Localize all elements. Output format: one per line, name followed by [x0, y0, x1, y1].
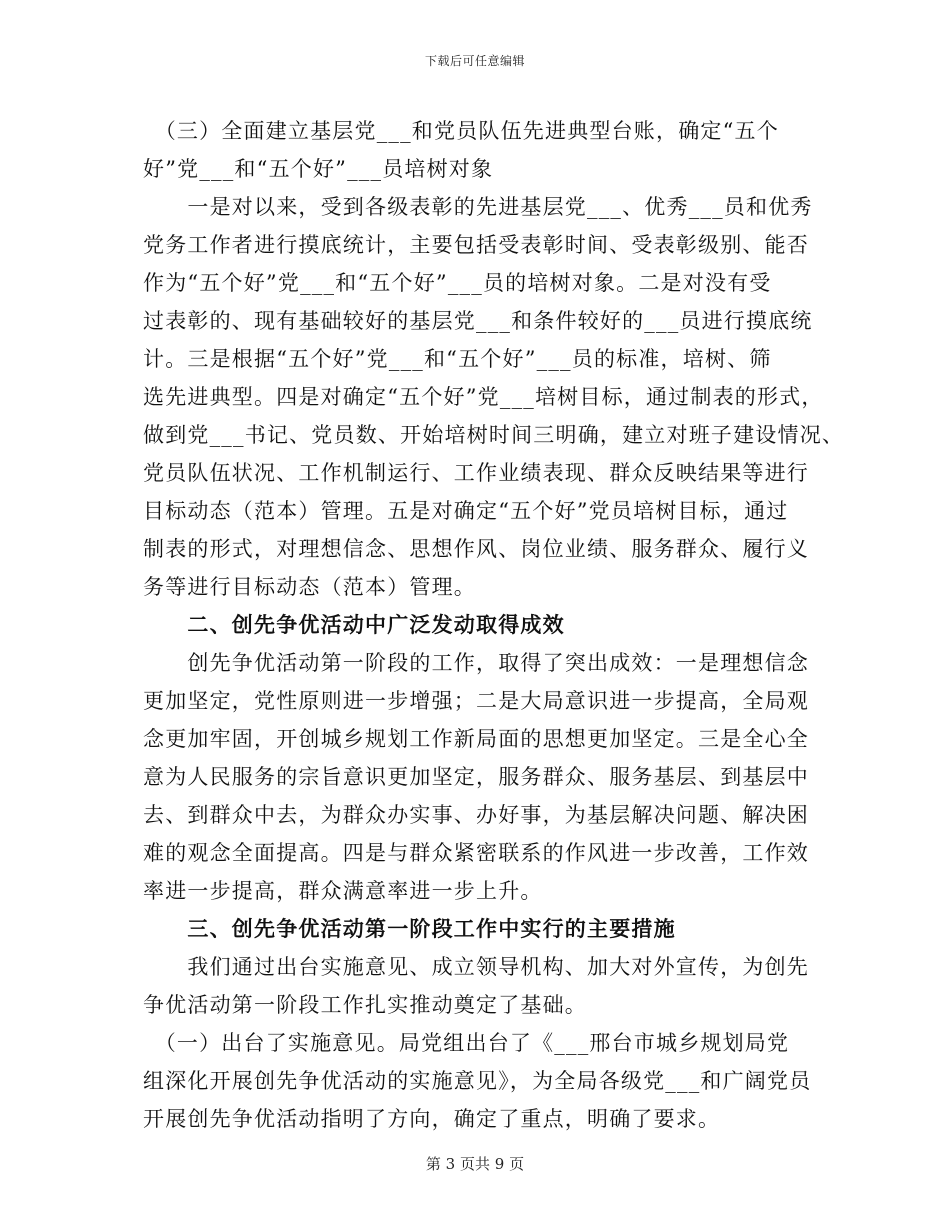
text-line: 争优活动第一阶段工作扎实推动奠定了基础。: [143, 993, 587, 1017]
page-footer: 第 3 页共 9 页: [425, 1155, 525, 1173]
text-line: 组深化开展创先争优活动的实施意见》，为全局各级党___和广阔党员: [143, 1069, 812, 1093]
text-line: 一是对以来，受到各级表彰的先进基层党___、优秀___员和优秀: [143, 195, 813, 219]
text-line: 目标动态（范本）管理。五是对确定“五个好”党员培树目标，通过: [143, 499, 789, 523]
text-line: 我们通过出台实施意见、成立领导机构、加大对外宣传，为创先: [143, 955, 809, 979]
document-body: [143, 112, 845, 1138]
text-line: 做到党___书记、党员数、开始培树时间三明确，建立对班子建设情况、: [143, 423, 845, 447]
text-line: 更加坚定，党性原则进一步增强；二是大局意识进一步提高，全局观: [143, 689, 809, 713]
section-heading-line: 二、创先争优活动中广泛发动取得成效: [143, 612, 565, 637]
text-line: 务等进行目标动态（范本）管理。: [143, 575, 476, 599]
section-heading-line: 三、创先争优活动第一阶段工作中实行的主要措施: [143, 916, 676, 941]
text-line: 意为人民服务的宗旨意识更加坚定，服务群众、服务基层、到基层中: [143, 765, 809, 789]
text-line: （三）全面建立基层党___和党员队伍先进典型台账，确定“五个: [143, 119, 779, 143]
text-line: 去、到群众中去，为群众办实事、办好事，为基层解决问题、解决困: [143, 803, 809, 827]
text-line: 选先进典型。四是对确定“五个好”党___培树目标，通过制表的形式，: [143, 385, 824, 409]
text-line: 作为“五个好”党___和“五个好”___员的培树对象。二是对没有受: [143, 271, 772, 295]
text-line: 过表彰的、现有基础较好的基层党___和条件较好的___员进行摸底统: [143, 309, 813, 333]
text-line: 难的观念全面提高。四是与群众紧密联系的作风进一步改善，工作效: [143, 841, 809, 865]
text-line: 党员队伍状况、工作机制运行、工作业绩表现、群众反映结果等进行: [143, 461, 809, 485]
text-line: 制表的形式，对理想信念、思想作风、岗位业绩、服务群众、履行义: [143, 537, 809, 561]
text-line: （一）出台了实施意见。局党组出台了《___邢台市城乡规划局党: [143, 1031, 790, 1055]
page-header: 下载后可任意编辑: [424, 54, 525, 68]
text-line: 创先争优活动第一阶段的工作，取得了突出成效：一是理想信念: [143, 651, 809, 675]
text-line: 念更加牢固，开创城乡规划工作新局面的思想更加坚定。三是全心全: [143, 727, 809, 751]
text-line: 好”党___和“五个好”___员培树对象: [143, 157, 494, 181]
text-line: 党务工作者进行摸底统计，主要包括受表彰时间、受表彰级别、能否: [143, 233, 809, 257]
text-line: 率进一步提高，群众满意率进一步上升。: [143, 879, 543, 903]
text-line: 开展创先争优活动指明了方向，确定了重点，明确了要求。: [143, 1107, 721, 1131]
text-line: 计。三是根据“五个好”党___和“五个好”___员的标准，培树、筛: [143, 347, 772, 371]
